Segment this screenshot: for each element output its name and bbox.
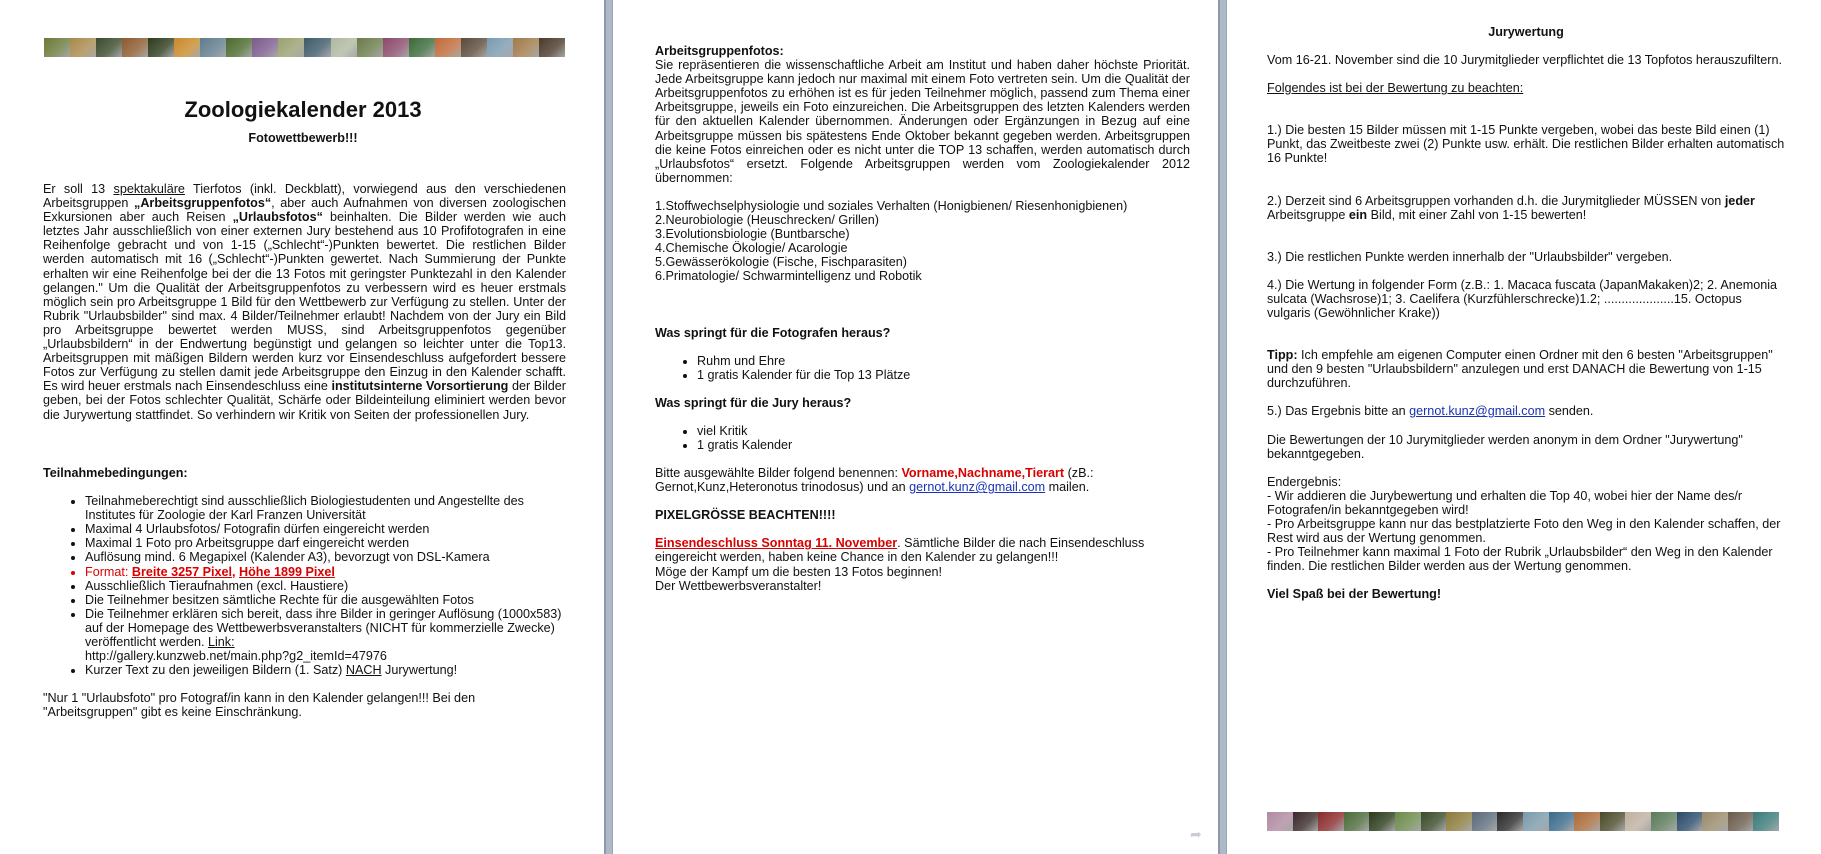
strip-photo <box>96 38 122 57</box>
jury-benefit: • 1 gratis Kalender <box>697 438 1190 452</box>
intro-run: spektakuläre <box>113 182 185 196</box>
tip-label: Tipp: <box>1267 348 1298 363</box>
page1-header <box>40 97 566 145</box>
condition-item <box>85 579 566 593</box>
format-height: Höhe 1899 Pixel <box>239 564 335 579</box>
rule-3: 3.) Die restlichen Punkte werden innerhalb der "Urlaubsbilder" vergeben. <box>1267 249 1673 264</box>
intro-run: „Arbeitsgruppenfotos“ <box>134 196 272 211</box>
result-item: - Pro Teilnehmer kann maximal 1 Foto der Rubrik „Urlaubsbilder“ den Weg in den Kalender finden. Die restlichen Bilder werden aus der Wertung genommen. <box>1267 545 1773 574</box>
strip-photo <box>409 38 435 57</box>
footnote: "Nur 1 "Urlaubsfoto" pro Fotograf/in kann in den Kalender gelangen!!! Bei den "Arbeitsgruppen" gibt es keine Einschränkung. <box>43 691 476 720</box>
condition-item <box>85 565 566 579</box>
tip <box>1267 348 1785 390</box>
page-2 <box>612 0 1220 854</box>
strip-photo <box>70 38 96 57</box>
result-item: - Wir addieren die Jurybewertung und erhalten die Top 40, wobei hier der Name des/r Fotografen/in bekanntgegeben wird! <box>1267 488 1743 517</box>
condition-text: Auflösung mind. 6 Megapixel (Kalender A3), bevorzugt von DSL-Kamera <box>85 550 490 565</box>
rule-2-b: jeder <box>1724 193 1755 208</box>
naming-example: (zB.: Gernot,Kunz,Heteronotus trinodosus) und an <box>655 466 1094 495</box>
rule-2-e: Bild, mit einer Zahl von 1-15 bewerten! <box>1367 207 1587 222</box>
result-heading: Endergebnis: <box>1267 474 1342 489</box>
strip-photo <box>1472 812 1498 831</box>
naming-format: Vorname,Nachname,Tierart <box>901 466 1065 481</box>
intro-run: „Urlaubsfotos“ <box>232 210 323 225</box>
strip-photo <box>435 38 461 57</box>
deadline-date: Einsendeschluss Sonntag 11. November <box>655 536 898 551</box>
working-group-item: 4.Chemische Ökologie/ Acarologie <box>655 241 848 256</box>
rule-1: 1.) Die besten 15 Bilder müssen mit 1-15 Punkte vergeben, wobei das beste Bild einen (1) Punkt, das Zweitbeste zwei (2) Punkte usw. erhält. Die restlichen Bilder erhalten automatisch 16 Punkte! <box>1267 123 1785 166</box>
rule-2-d: ein <box>1348 207 1368 222</box>
working-group-item: 6.Primatologie/ Schwarmintelligenz und Robotik <box>655 269 922 284</box>
anonymity-note: Die Bewertungen der 10 Jurymitglieder werden anonym in dem Ordner "Jurywertung" bekanntgegeben. <box>1267 432 1743 461</box>
groups-photo-heading: Arbeitsgruppenfotos: <box>655 44 784 58</box>
naming-pre: Bitte ausgewählte Bilder folgend benennen: <box>655 466 902 481</box>
strip-photo <box>1497 812 1523 831</box>
photo-strip-bottom <box>1267 812 1779 831</box>
intro-run: der Bilder geben, bei der Fotos schlechter Qualität, Schärfe oder Bildeinteilung eliminiert werden bevor die Jurywertung stattfindet. So verhindern wir Kritik von Seiten der professionellen Jury. <box>43 379 566 422</box>
intro-run: Er soll 13 <box>43 182 114 196</box>
photographer-benefit: • 1 gratis Kalender für die Top 13 Plätze <box>697 368 1190 382</box>
condition-item <box>85 663 566 677</box>
pixel-note: PIXELGRÖSSE BEACHTEN!!!! <box>655 508 836 523</box>
condition-text: Teilnahmeberechtigt sind ausschließlich Biologiestudenten und Angestellte des Institutes für Zoologie der Karl Franzen Universität <box>85 494 524 523</box>
conditions-list <box>43 494 566 677</box>
naming-instructions <box>655 466 1190 494</box>
condition-item <box>85 536 566 550</box>
rule-2-c: Arbeitsgruppe <box>1267 207 1349 222</box>
strip-photo <box>278 38 304 57</box>
strip-photo <box>44 38 70 57</box>
competition-subtitle: Fotowettbewerb!!! <box>248 131 358 145</box>
strip-photo <box>1574 812 1600 831</box>
strip-photo <box>513 38 539 57</box>
page2-content <box>655 44 1190 593</box>
rule-2-a: 2.) Derzeit sind 6 Arbeitsgruppen vorhanden d.h. die Jurymitglieder MÜSSEN von <box>1267 193 1725 208</box>
strip-photo <box>1446 812 1472 831</box>
condition-post: Jurywertung! <box>381 663 458 678</box>
deadline-paragraph <box>655 536 1190 564</box>
strip-photo <box>1728 812 1754 831</box>
strip-photo <box>383 38 409 57</box>
strip-photo <box>174 38 200 57</box>
calendar-title: Zoologiekalender 2013 <box>184 97 422 122</box>
strip-photo <box>1318 812 1344 831</box>
page-turn-arrow-icon: ➦ <box>1190 826 1202 842</box>
rule-4: 4.) Die Wertung in folgender Form (z.B.: 1. Macaca fuscata (JapanMakaken)2; 2. Anemonia sulcata (Wachsrose)1; 3. Caelifera (Kurzfühlerschrecke)1.2; ....................15. Octopus vulgaris (Gewöhnlicher Krake)) <box>1267 277 1778 321</box>
strip-photo <box>461 38 487 57</box>
closing-line-2: Der Wettbewerbsveranstalter! <box>655 578 822 593</box>
rule-2 <box>1267 194 1785 222</box>
condition-item <box>85 607 566 663</box>
photo-strip-top <box>44 38 565 57</box>
jury-intro: Vom 16-21. November sind die 10 Jurymitglieder verpflichtet die 13 Topfotos herauszufiltern. <box>1267 53 1782 68</box>
strip-photo <box>1421 812 1447 831</box>
photographer-benefit: • Ruhm und Ehre <box>697 354 1190 368</box>
working-group-item: 5.Gewässerökologie (Fische, Fischparasiten) <box>655 255 907 270</box>
strip-photo <box>252 38 278 57</box>
condition-pre: Kurzer Text zu den jeweiligen Bildern (1. Satz) <box>85 663 346 678</box>
strip-photo <box>1651 812 1677 831</box>
working-group-item: 3.Evolutionsbiologie (Buntbarsche) <box>655 227 850 242</box>
jury-heading: Was springt für die Jury heraus? <box>655 395 852 410</box>
strip-photo <box>1369 812 1395 831</box>
intro-run: , aber auch Aufnahmen von diversen zoologischen Exkursionen aber auch Reisen <box>43 196 566 225</box>
condition-text: Die Teilnehmer erklären sich bereit, dass ihre Bilder in geringer Auflösung (1000x583) auf der Homepage des Wettbewerbsveranstalters (NICHT für kommerzielle Zwecke) veröffentlicht werden. <box>85 606 562 650</box>
strip-photo <box>1293 812 1319 831</box>
rule-5-pre: 5.) Das Ergebnis bitte an <box>1267 404 1410 419</box>
format-width: Breite 3257 Pixel <box>131 564 233 579</box>
strip-photo <box>539 38 565 57</box>
condition-item <box>85 522 566 536</box>
photographers-heading: Was springt für die Fotografen heraus? <box>655 325 891 340</box>
closing-line-1: Möge der Kampf um die besten 13 Fotos beginnen! <box>655 564 943 579</box>
strip-photo <box>1523 812 1549 831</box>
format-label: Format: <box>85 564 132 579</box>
strip-photo <box>148 38 174 57</box>
working-groups-list <box>655 199 1190 284</box>
strip-photo <box>1702 812 1728 831</box>
rules-heading: Folgendes ist bei der Bewertung zu beachten: <box>1267 81 1524 96</box>
page3-content <box>1267 25 1785 601</box>
strip-photo <box>122 38 148 57</box>
page-3 <box>1226 0 1821 854</box>
strip-photo <box>226 38 252 57</box>
condition-text: Maximal 4 Urlaubsfotos/ Fotografin dürfen eingereicht werden <box>85 522 430 537</box>
conditions-section <box>43 466 566 720</box>
intro-run: beinhalten. Die Bilder werden wie auch letztes Jahr ausschließlich von einer externen Jury bestehend aus 10 Profifotografen in eine Reihenfolge gebracht und von 1-15 („Schlecht“-)Punkten bewertet. Die restlichen Bilder werden automatisch mit 16 („Schlecht“-)Punkten gewertet. Nach Summierung der Punkte erhalten wir eine Reihenfolge bei der die 13 Fotos mit geringster Punktezahl in den Kalender gelangen." Um die Qualität der Arbeitsgruppenfotos zu verbessern wird es heuer erstmals möglich sein pro Arbeitsgruppe 1 Bild für den Wettbewerb zur Verfügung zu stellen. Unter der Rubrik "Urlaubsbilder" sind max. 4 Bilder/Teilnehmer erlaubt! Nachdem von der Jury ein Bild pro Arbeitsgruppe bewertet werden MUSS, sind Arbeitsgruppenfotos gegenüber „Urlaubsbildern“ in der Endwertung begünstigt und gelangen so leichter unter die Top13. Arbeitsgruppen mit mäßigen Bildern werden kurz vor Einsendeschluss aufgefordert bessere Fotos zur Verfügung zu stellen damit jede Arbeitsgruppe den Einzug in den Kalender schafft. Es wird heuer erstmals nach Einsendeschluss eine <box>43 210 566 394</box>
strip-photo <box>304 38 330 57</box>
strip-photo <box>200 38 226 57</box>
tip-text: Ich empfehle am eigenen Computer einen Ordner mit den 6 besten "Arbeitsgruppen" und den 9 besten "Urlaubsbildern" anzulegen und erst DANACH die Bewertung von 1-15 durchzuführen. <box>1267 348 1773 391</box>
strip-photo <box>1267 812 1293 831</box>
photographers-list <box>655 354 1190 382</box>
strip-photo <box>487 38 513 57</box>
jury-benefit: • viel Kritik <box>697 424 1190 438</box>
condition-emph: NACH <box>345 663 382 678</box>
page-1 <box>0 0 606 854</box>
jury-title: Jurywertung <box>1488 25 1564 39</box>
naming-end: mailen. <box>1045 480 1090 495</box>
deadline-text: . Sämtliche Bilder die nach Einsendeschluss eingereicht werden, haben keine Chance in den Kalender zu gelangen!!! <box>655 536 1145 565</box>
conditions-heading: Teilnahmebedingungen: <box>43 466 188 480</box>
intro-paragraph <box>43 182 566 422</box>
condition-item <box>85 593 566 607</box>
condition-text: Maximal 1 Foto pro Arbeitsgruppe darf eingereicht werden <box>85 536 410 551</box>
result-list <box>1267 489 1785 574</box>
groups-photo-body: Sie repräsentieren die wissenschaftliche Arbeit am Institut und haben daher höchste Priorität. Jede Arbeitsgruppe kann jedoch nur maximal mit einem Foto vertreten sein. Um die Qualität der Arbeitsgruppenfotos zu erhöhen ist es für jeden Teilnehmer möglich, passend zum Thema einer Arbeitsgruppe, jeweils ein Foto einzureichen. Die Arbeitsgruppen des letzten Kalenders werden für den aktuellen Kalender übernommen. Änderungen oder Ergänzungen in Bezug auf eine Arbeitsgruppe müssen bis spätestens Ende Oktober bekannt gegeben werden. Arbeitsgruppen die keine Fotos einreichen oder es nicht unter die TOP 13 schaffen, werden automatisch durch „Urlaubsfotos“ ersetzt. Folgende Arbeitsgruppen werden vom Zoologiekalender 2012 übernommen: <box>655 58 1190 185</box>
rule-5 <box>1267 404 1785 418</box>
jury-closing: Viel Spaß bei der Bewertung! <box>1267 587 1442 602</box>
intro-run: Tierfotos (inkl. Deckblatt), vorwiegend aus den verschiedenen Arbeitsgruppen <box>43 182 566 211</box>
condition-text: Ausschließlich Tieraufnahmen (excl. Haustiere) <box>85 578 349 593</box>
format-comma: , <box>232 564 240 579</box>
strip-photo <box>1395 812 1421 831</box>
result-item: - Pro Arbeitsgruppe kann nur das bestplatzierte Foto den Weg in den Kalender schaffen, der Rest wird aus der Wertung genommen. <box>1267 516 1781 546</box>
condition-item <box>85 494 566 522</box>
jury-email-link[interactable]: gernot.kunz@gmail.com <box>1409 404 1546 419</box>
link-label[interactable]: Link: <box>207 635 235 650</box>
gallery-url[interactable]: http://gallery.kunzweb.net/main.php?g2_itemId=47976 <box>85 649 387 664</box>
condition-text: Die Teilnehmer besitzen sämtliche Rechte für die ausgewählten Fotos <box>85 592 474 607</box>
intro-run: institutsinterne Vorsortierung <box>331 379 509 394</box>
strip-photo <box>357 38 383 57</box>
strip-photo <box>331 38 357 57</box>
strip-photo <box>1677 812 1703 831</box>
strip-photo <box>1625 812 1651 831</box>
strip-photo <box>1753 812 1779 831</box>
condition-item <box>85 550 566 564</box>
jury-benefits-list <box>655 424 1190 452</box>
working-group-item: 2.Neurobiologie (Heuschrecken/ Grillen) <box>655 213 879 228</box>
email-link[interactable]: gernot.kunz@gmail.com <box>909 480 1046 495</box>
rule-5-post: senden. <box>1545 404 1594 419</box>
working-group-item: 1.Stoffwechselphysiologie und soziales Verhalten (Honigbienen/ Riesenhonigbienen) <box>655 198 1128 213</box>
strip-photo <box>1344 812 1370 831</box>
strip-photo <box>1549 812 1575 831</box>
strip-photo <box>1600 812 1626 831</box>
